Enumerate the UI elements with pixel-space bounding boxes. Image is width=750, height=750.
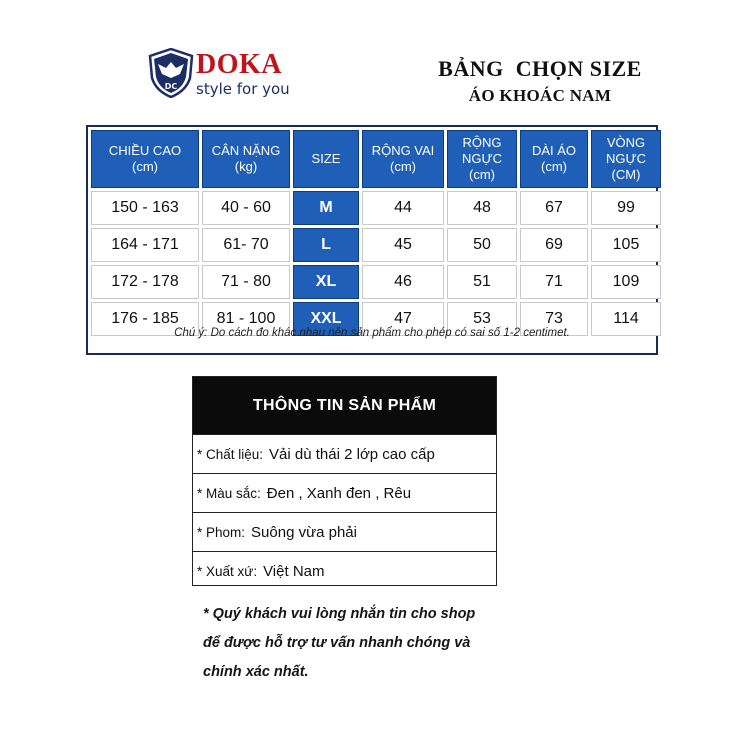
cell-shoulder: 46 (362, 265, 444, 299)
product-info-title: THÔNG TIN SẢN PHẨM (193, 377, 496, 434)
product-info-box (192, 376, 497, 586)
contact-note (203, 600, 523, 687)
header-weight: CÂN NẶNG (kg) (202, 130, 290, 188)
info-label: * Phom: (197, 524, 246, 540)
cell-chest-round: 114 (591, 302, 661, 336)
size-table (88, 127, 664, 339)
cell-size: M (293, 191, 359, 225)
info-value: Vải dù thái 2 lớp cao cấp (269, 445, 435, 463)
contact-note-line: chính xác nhất. (203, 664, 309, 680)
cell-length: 73 (520, 302, 588, 336)
cell-shoulder: 44 (362, 191, 444, 225)
cell-height: 150 - 163 (91, 191, 199, 225)
cell-shoulder: 47 (362, 302, 444, 336)
brand-name: DOKA (196, 49, 282, 80)
cell-height: 172 - 178 (91, 265, 199, 299)
table-row (91, 265, 661, 299)
header-height: CHIỀU CAO (cm) (91, 130, 199, 188)
contact-note-line: để được hỗ trợ tư vấn nhanh chóng và (203, 635, 471, 651)
cell-chest-round: 105 (591, 228, 661, 262)
cell-shoulder: 45 (362, 228, 444, 262)
cell-chest-round: 99 (591, 191, 661, 225)
header-shoulder: RỘNG VAI (cm) (362, 130, 444, 188)
table-row (91, 228, 661, 262)
cell-chest-width: 48 (447, 191, 517, 225)
info-value: Suông vừa phải (251, 523, 357, 541)
cell-length: 69 (520, 228, 588, 262)
info-label: * Màu sắc: (197, 485, 261, 501)
info-row-origin (193, 551, 496, 590)
cell-weight: 61- 70 (202, 228, 290, 262)
cell-height: 176 - 185 (91, 302, 199, 336)
page-subtitle: ÁO KHOÁC NAM (468, 86, 612, 105)
info-label: * Xuất xứ: (197, 563, 258, 579)
info-row-fit (193, 512, 496, 551)
cell-chest-round: 109 (591, 265, 661, 299)
cell-weight: 40 - 60 (202, 191, 290, 225)
size-chart (86, 125, 658, 355)
table-row (91, 191, 661, 225)
header-chest-width: RỘNG NGỰC (cm) (447, 130, 517, 188)
page-title: BẢNG CHỌN SIZE (438, 56, 642, 81)
cell-weight: 71 - 80 (202, 265, 290, 299)
cell-height: 164 - 171 (91, 228, 199, 262)
brand-logo (148, 48, 298, 108)
page-title-block (395, 55, 685, 107)
cell-chest-width: 53 (447, 302, 517, 336)
size-table-header-row (91, 130, 661, 188)
header-length: DÀI ÁO (cm) (520, 130, 588, 188)
info-value: Đen , Xanh đen , Rêu (266, 484, 412, 502)
header-size: SIZE (293, 130, 359, 188)
brand-slogan: style for you (196, 80, 290, 98)
cell-size: XL (293, 265, 359, 299)
info-label: * Chất liệu: (197, 446, 264, 462)
cell-size: L (293, 228, 359, 262)
cell-chest-width: 50 (447, 228, 517, 262)
info-value: Việt Nam (263, 562, 325, 580)
cell-size: XXL (293, 302, 359, 336)
size-note: Chú ý: Do cách đo khác nhau nên sản phẩm cho phép có sai số 1-2 centimet. (174, 327, 570, 339)
cell-length: 71 (520, 265, 588, 299)
header-chest-round: VÒNG NGỰC (CM) (591, 130, 661, 188)
contact-note-line: * Quý khách vui lòng nhắn tin cho shop (203, 606, 476, 622)
cell-chest-width: 51 (447, 265, 517, 299)
info-row-color (193, 473, 496, 512)
logo-mark-text: DC (164, 82, 178, 91)
cell-weight: 81 - 100 (202, 302, 290, 336)
shield-logo-icon (148, 48, 194, 98)
info-row-material (193, 434, 496, 473)
cell-length: 67 (520, 191, 588, 225)
